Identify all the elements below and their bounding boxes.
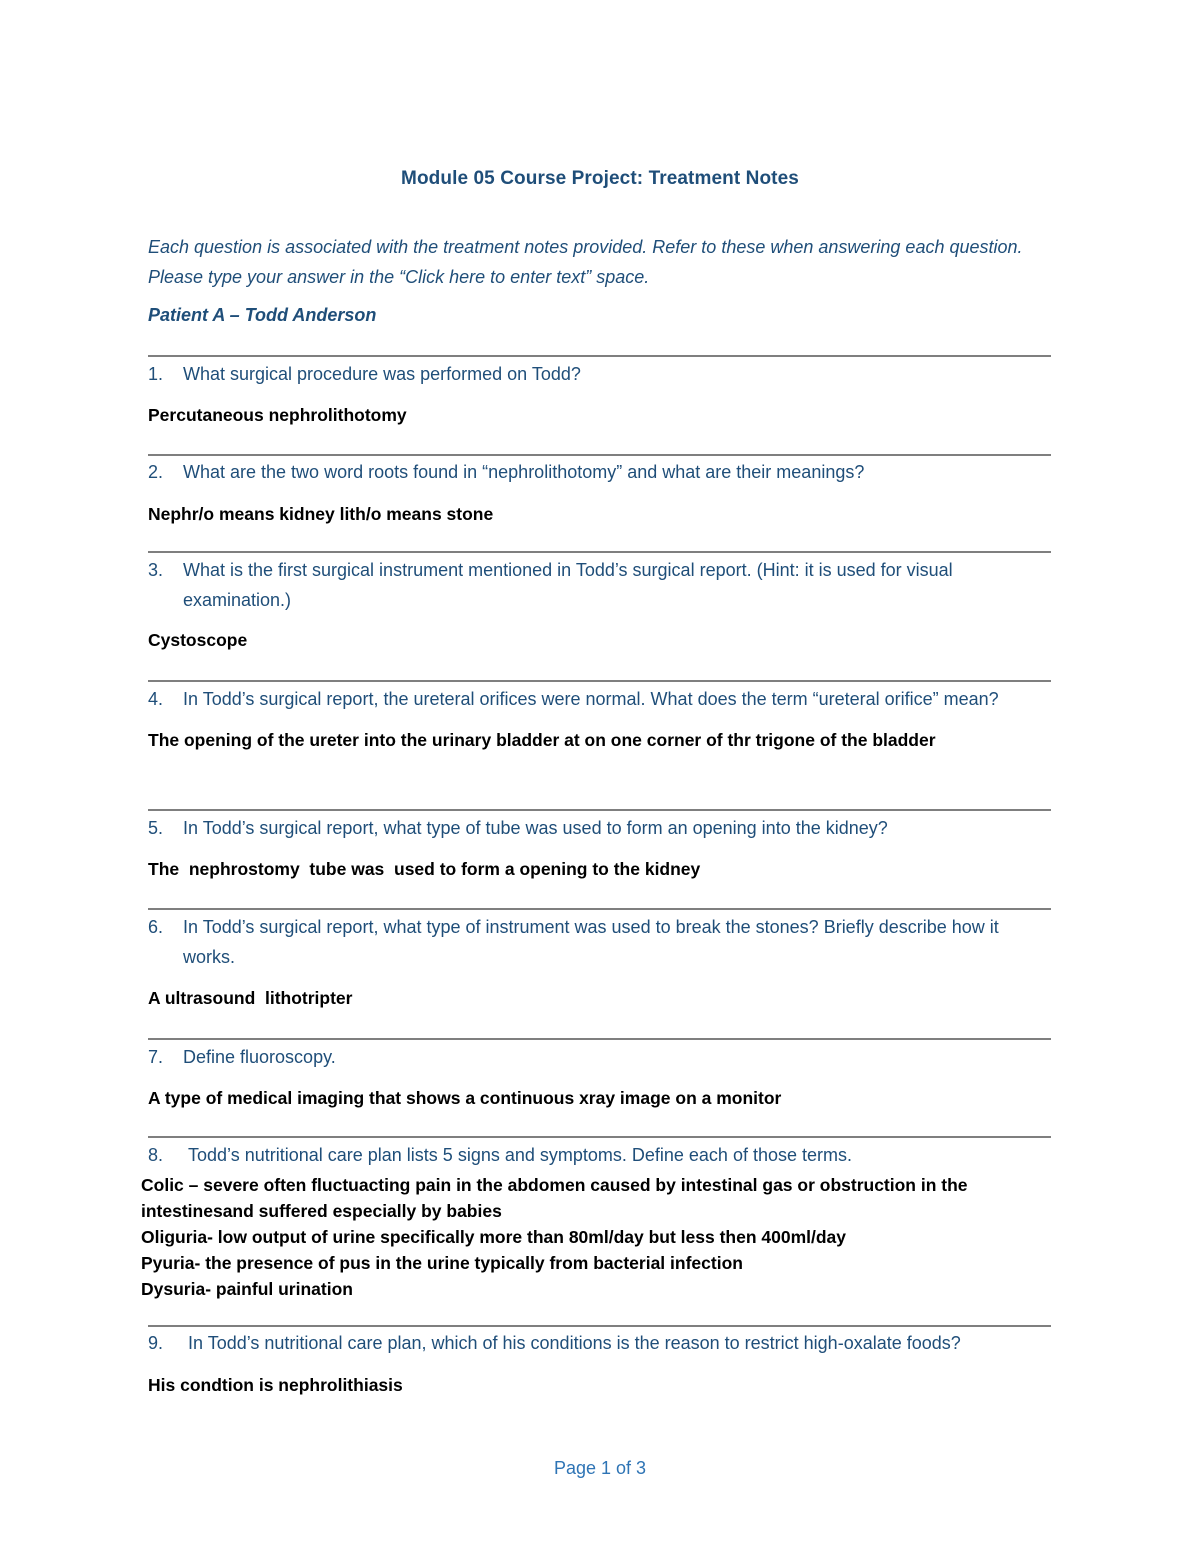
answer-field-3[interactable]: Cystoscope	[148, 630, 248, 650]
question-number: 8.	[148, 1145, 164, 1165]
answer-field-7[interactable]: A type of medical imaging that shows a continuous xray image on a monitor	[148, 1088, 782, 1108]
answer-field-2[interactable]: Nephr/o means kidney lith/o means stone	[148, 504, 494, 524]
question-divider	[148, 1038, 1051, 1040]
question-number: 4.	[148, 689, 164, 709]
question-1	[148, 359, 1051, 389]
answer-line-oliguria: Oliguria- low output of urine specifically more than 80ml/day but less then 400ml/day	[141, 1227, 847, 1247]
question-divider	[148, 680, 1051, 682]
question-number: 3.	[148, 560, 164, 580]
question-number: 6.	[148, 917, 164, 937]
answer-line-pyuria: Pyuria- the presence of pus in the urine typically from bacterial infection	[141, 1253, 743, 1273]
question-text: In Todd’s nutritional care plan, which of his conditions is the reason to restrict high-oxalate foods?	[188, 1333, 961, 1353]
question-number: 1.	[148, 364, 164, 384]
question-block-7	[148, 1042, 1051, 1111]
question-block-6	[148, 912, 1051, 1011]
question-3	[148, 555, 1051, 615]
question-9	[148, 1328, 1051, 1358]
instructions-text: Each question is associated with the treatment notes provided. Refer to these when answering each question. Please type your answer in the “Click here to enter text” space.	[148, 237, 1023, 287]
question-text: Todd’s nutritional care plan lists 5 signs and symptoms. Define each of those terms.	[188, 1145, 852, 1165]
question-divider	[148, 1325, 1051, 1327]
question-block-2	[148, 457, 1051, 527]
question-divider	[148, 908, 1051, 910]
question-8	[148, 1140, 1051, 1170]
patient-heading: Patient A – Todd Anderson	[148, 305, 377, 325]
question-block-8	[148, 1140, 1051, 1170]
question-text: What surgical procedure was performed on Todd?	[183, 364, 581, 384]
answer-field-4[interactable]: The opening of the ureter into the urinary bladder at on one corner of thr trigone of the bladder	[148, 730, 936, 750]
question-number: 7.	[148, 1047, 164, 1067]
question-divider	[148, 809, 1051, 811]
question-block-4	[148, 684, 1051, 753]
document-title: Module 05 Course Project: Treatment Notes	[401, 168, 799, 189]
page-number: Page 1 of 3	[553, 1458, 647, 1478]
question-text: What is the first surgical instrument mentioned in Todd’s surgical report. (Hint: it is used for visual examination.)	[183, 560, 953, 610]
question-block-1	[148, 359, 1051, 428]
answer-field-9[interactable]: His condtion is nephrolithiasis	[148, 1375, 403, 1395]
question-number: 5.	[148, 818, 164, 838]
question-7	[148, 1042, 1051, 1072]
answer-line-dysuria: Dysuria- painful urination	[141, 1279, 353, 1299]
question-divider	[148, 355, 1051, 357]
question-divider	[148, 551, 1051, 553]
question-text: In Todd’s surgical report, what type of instrument was used to break the stones? Briefly describe how it works.	[183, 917, 999, 967]
question-number: 2.	[148, 462, 164, 482]
question-number: 9.	[148, 1333, 164, 1353]
question-text: Define fluoroscopy.	[183, 1047, 336, 1067]
question-text: In Todd’s surgical report, the ureteral orifices were normal. What does the term “ureteral orifice” mean?	[183, 689, 999, 709]
answer-field-1[interactable]: Percutaneous nephrolithotomy	[148, 405, 407, 425]
answer-field-6[interactable]: A ultrasound lithotripter	[148, 988, 353, 1008]
answer-line-colic: Colic – severe often fluctuacting pain in the abdomen caused by intestinal gas or obstruction in the intestinesand suffered especially by babies	[141, 1175, 968, 1221]
question-block-5	[148, 813, 1051, 882]
question-block-9	[148, 1328, 1051, 1398]
question-divider	[148, 1136, 1051, 1138]
answer-field-5[interactable]: The nephrostomy tube was used to form a opening to the kidney	[148, 859, 701, 879]
question-4	[148, 684, 1051, 714]
answer-field-8[interactable]	[141, 1172, 1061, 1302]
question-divider	[148, 454, 1051, 456]
question-2	[148, 457, 1051, 487]
question-5	[148, 813, 1051, 843]
question-text: What are the two word roots found in “nephrolithotomy” and what are their meanings?	[183, 462, 865, 482]
question-6	[148, 912, 1051, 972]
question-text: In Todd’s surgical report, what type of tube was used to form an opening into the kidney?	[183, 818, 888, 838]
question-block-3	[148, 555, 1051, 653]
